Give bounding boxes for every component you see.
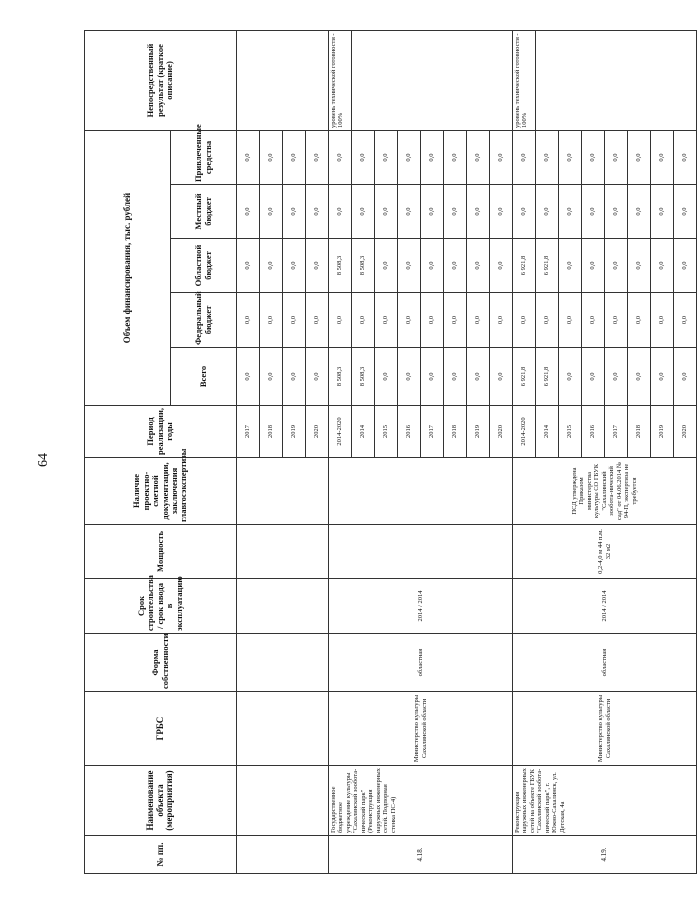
header-regional: Областной бюджет <box>171 239 237 293</box>
value-cell: 0,0 <box>352 185 375 239</box>
result-empty-cell <box>352 31 513 131</box>
value-cell: 0,0 <box>283 293 306 348</box>
item-number: 4.19. <box>513 836 697 874</box>
value-cell: 0,0 <box>605 348 628 406</box>
header-period: Период реализации, годы <box>85 406 237 458</box>
period-cell: 2014-2020 <box>513 406 536 458</box>
value-cell: 0,0 <box>283 348 306 406</box>
item-psd <box>329 458 513 525</box>
period-cell: 2014 <box>352 406 375 458</box>
value-cell: 0,0 <box>674 293 697 348</box>
value-cell: 0,0 <box>306 348 329 406</box>
period-cell: 2014 <box>536 406 559 458</box>
value-cell: 8 508,3 <box>329 348 352 406</box>
value-cell: 0,0 <box>398 293 421 348</box>
value-cell: 8 508,3 <box>352 348 375 406</box>
value-cell: 0,0 <box>674 131 697 185</box>
capacity-cell <box>237 525 329 579</box>
value-cell: 0,0 <box>352 293 375 348</box>
item-name: Государственное бюджетное учреждение культуры "Сахалинский зообота-нический парк" (Реконструкция наружных инженерных сетей. Подпорная стенка ПС-4) <box>329 766 513 836</box>
value-cell: 0,0 <box>490 293 513 348</box>
no-cell <box>237 836 329 874</box>
value-cell: 0,0 <box>329 185 352 239</box>
value-cell: 0,0 <box>467 293 490 348</box>
value-cell: 0,0 <box>582 293 605 348</box>
period-cell: 2017 <box>605 406 628 458</box>
period-cell: 2018 <box>444 406 467 458</box>
value-cell: 0,0 <box>444 293 467 348</box>
ownership-cell <box>237 634 329 692</box>
term-cell <box>237 579 329 634</box>
value-cell: 0,0 <box>237 348 260 406</box>
item-ownership: областная <box>513 634 697 692</box>
value-cell: 0,0 <box>628 239 651 293</box>
value-cell: 0,0 <box>260 239 283 293</box>
period-cell: 2019 <box>283 406 306 458</box>
value-cell: 6 921,8 <box>536 348 559 406</box>
value-cell: 0,0 <box>674 185 697 239</box>
value-cell: 6 921,8 <box>536 239 559 293</box>
value-cell: 0,0 <box>582 131 605 185</box>
value-cell: 0,0 <box>444 239 467 293</box>
value-cell: 0,0 <box>490 239 513 293</box>
header-result: Непосредственный результат (краткое описание) <box>85 31 237 131</box>
value-cell: 0,0 <box>467 348 490 406</box>
value-cell: 0,0 <box>582 185 605 239</box>
period-cell: 2017 <box>237 406 260 458</box>
value-cell: 0,0 <box>651 293 674 348</box>
header-no: № пп. <box>85 836 237 874</box>
page-number: 64 <box>36 453 51 467</box>
grbs-cell <box>237 692 329 766</box>
value-cell: 8 508,3 <box>352 239 375 293</box>
header-psd: Наличие проектно-сметной документации, заключения главгосэкспертизы <box>85 458 237 525</box>
header-ownership: Форма собственности <box>85 634 237 692</box>
value-cell: 0,0 <box>375 239 398 293</box>
item-grbs: Министерство культуры Сахалинской области <box>513 692 697 766</box>
value-cell: 0,0 <box>398 131 421 185</box>
value-cell: 0,0 <box>237 185 260 239</box>
value-cell: 0,0 <box>628 185 651 239</box>
value-cell: 0,0 <box>605 185 628 239</box>
value-cell: 6 921,8 <box>513 239 536 293</box>
item-psd: ПСД утверждена Приказом министерства культуры СО ГБУК "Сахалинский зообота-нический сад" от 04.06.2014 № 94-П, экспертиза не требуется <box>513 458 697 525</box>
value-cell: 0,0 <box>490 348 513 406</box>
value-cell: 0,0 <box>283 239 306 293</box>
value-cell: 0,0 <box>260 131 283 185</box>
value-cell: 0,0 <box>306 131 329 185</box>
item-name: Реконструкция наружных инженерных сетей на объекте ГБУК "Сахалинский зообота-нический парк", г. Южно-Сахалинск, ул. Детская, 4а <box>513 766 697 836</box>
header-financing: Объем финансирования, тыс. рублей <box>85 131 171 406</box>
value-cell: 0,0 <box>674 348 697 406</box>
value-cell: 0,0 <box>306 293 329 348</box>
value-cell: 6 921,8 <box>513 348 536 406</box>
value-cell: 0,0 <box>260 293 283 348</box>
financing-table <box>84 30 697 874</box>
value-cell: 0,0 <box>559 185 582 239</box>
value-cell: 0,0 <box>329 131 352 185</box>
value-cell: 0,0 <box>260 185 283 239</box>
value-cell: 0,0 <box>628 131 651 185</box>
period-cell: 2017 <box>421 406 444 458</box>
value-cell: 0,0 <box>237 131 260 185</box>
table-row <box>513 31 536 874</box>
value-cell: 0,0 <box>444 185 467 239</box>
value-cell: 0,0 <box>444 131 467 185</box>
value-cell: 0,0 <box>513 185 536 239</box>
value-cell: 0,0 <box>375 293 398 348</box>
value-cell: 0,0 <box>421 185 444 239</box>
value-cell: 0,0 <box>605 239 628 293</box>
header-federal: Федеральный бюджет <box>171 293 237 348</box>
period-cell: 2016 <box>398 406 421 458</box>
value-cell: 0,0 <box>467 239 490 293</box>
period-cell: 2014-2020 <box>329 406 352 458</box>
psd-cell <box>237 458 329 525</box>
item-construction-term: 2014 / 2014 <box>513 579 697 634</box>
value-cell: 0,0 <box>375 348 398 406</box>
item-capacity: 0,2-4,0 м 44 п.м. 32 м2 <box>513 525 697 579</box>
value-cell: 0,0 <box>651 131 674 185</box>
item-ownership: областная <box>329 634 513 692</box>
value-cell: 0,0 <box>237 239 260 293</box>
value-cell: 0,0 <box>582 239 605 293</box>
period-cell: 2016 <box>582 406 605 458</box>
value-cell: 0,0 <box>421 348 444 406</box>
period-cell: 2018 <box>628 406 651 458</box>
rotated-table-container <box>84 31 689 874</box>
value-cell: 0,0 <box>513 131 536 185</box>
header-capacity: Мощность <box>85 525 237 579</box>
value-cell: 0,0 <box>628 348 651 406</box>
value-cell: 0,0 <box>306 239 329 293</box>
period-cell: 2019 <box>651 406 674 458</box>
name-cell <box>237 766 329 836</box>
period-cell: 2015 <box>559 406 582 458</box>
value-cell: 0,0 <box>582 348 605 406</box>
value-cell: 0,0 <box>559 239 582 293</box>
value-cell: 0,0 <box>651 348 674 406</box>
value-cell: 0,0 <box>421 239 444 293</box>
value-cell: 0,0 <box>490 185 513 239</box>
value-cell: 0,0 <box>536 131 559 185</box>
value-cell: 0,0 <box>444 348 467 406</box>
period-cell: 2018 <box>260 406 283 458</box>
value-cell: 0,0 <box>536 185 559 239</box>
period-cell: 2015 <box>375 406 398 458</box>
item-result: уровень технической готовности - 100% <box>513 31 536 131</box>
value-cell: 0,0 <box>536 293 559 348</box>
header-name: Наименование объекта (мероприятия) <box>85 766 237 836</box>
value-cell: 0,0 <box>559 348 582 406</box>
item-result: уровень технической готовности - 100% <box>329 31 352 131</box>
table-row <box>237 31 260 874</box>
table-body <box>237 31 697 874</box>
value-cell: 0,0 <box>559 131 582 185</box>
value-cell: 0,0 <box>628 293 651 348</box>
period-cell: 2020 <box>306 406 329 458</box>
result-empty-cell <box>536 31 697 131</box>
value-cell: 0,0 <box>306 185 329 239</box>
value-cell: 0,0 <box>513 293 536 348</box>
value-cell: 0,0 <box>467 131 490 185</box>
value-cell: 0,0 <box>490 131 513 185</box>
value-cell: 0,0 <box>375 131 398 185</box>
header-construction-term: Срок строительства / срок ввода в эксплуатацию <box>85 579 237 634</box>
value-cell: 0,0 <box>651 239 674 293</box>
item-construction-term: 2014 / 2014 <box>329 579 513 634</box>
item-grbs: Министерство культуры Сахалинской области <box>329 692 513 766</box>
result-cell <box>237 31 329 131</box>
period-cell: 2020 <box>490 406 513 458</box>
value-cell: 0,0 <box>398 348 421 406</box>
item-capacity <box>329 525 513 579</box>
value-cell: 0,0 <box>283 185 306 239</box>
item-number: 4.18. <box>329 836 513 874</box>
value-cell: 0,0 <box>398 185 421 239</box>
value-cell: 0,0 <box>467 185 490 239</box>
value-cell: 0,0 <box>421 293 444 348</box>
value-cell: 0,0 <box>421 131 444 185</box>
period-cell: 2020 <box>674 406 697 458</box>
value-cell: 0,0 <box>651 185 674 239</box>
value-cell: 0,0 <box>260 348 283 406</box>
value-cell: 0,0 <box>375 185 398 239</box>
value-cell: 0,0 <box>329 293 352 348</box>
value-cell: 0,0 <box>605 131 628 185</box>
value-cell: 0,0 <box>398 239 421 293</box>
value-cell: 0,0 <box>352 131 375 185</box>
table-row <box>329 31 352 874</box>
value-cell: 0,0 <box>283 131 306 185</box>
value-cell: 0,0 <box>237 293 260 348</box>
header-grbs: ГРБС <box>85 692 237 766</box>
value-cell: 0,0 <box>674 239 697 293</box>
value-cell: 0,0 <box>605 293 628 348</box>
header-local: Местный бюджет <box>171 185 237 239</box>
period-cell: 2019 <box>467 406 490 458</box>
header-total: Всего <box>171 348 237 406</box>
value-cell: 8 508,3 <box>329 239 352 293</box>
value-cell: 0,0 <box>559 293 582 348</box>
header-attracted: Привлеченные средства <box>171 131 237 185</box>
